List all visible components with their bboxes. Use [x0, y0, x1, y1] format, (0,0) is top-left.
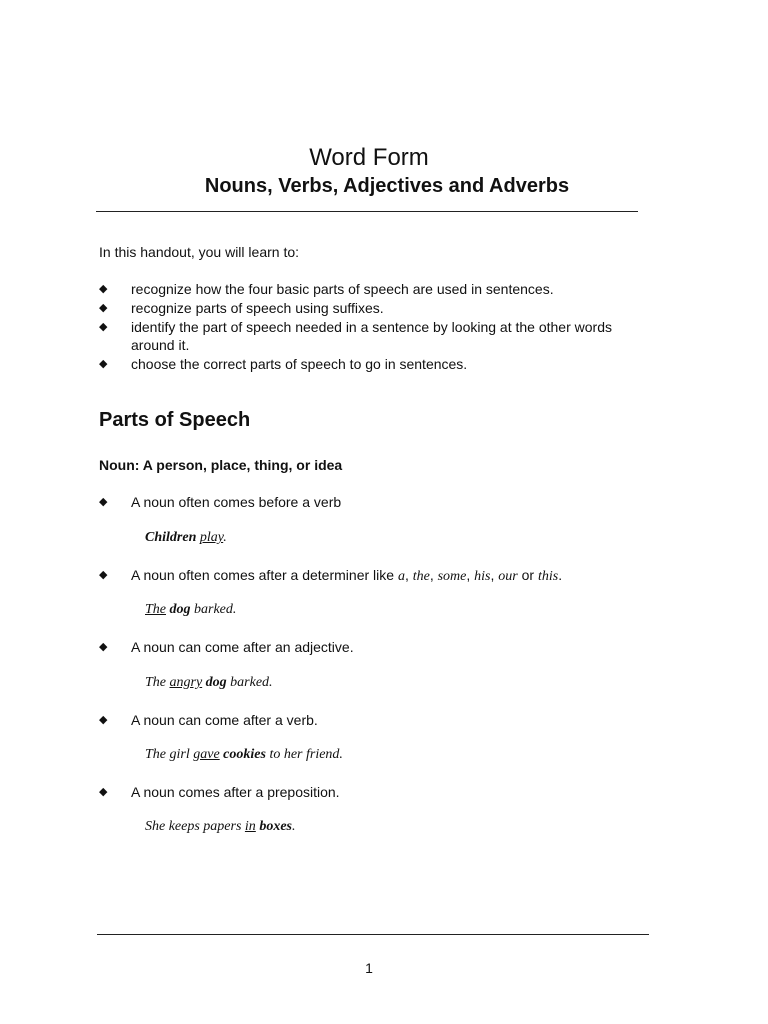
diamond-bullet-icon: ◆ — [99, 569, 108, 581]
diamond-bullet-icon: ◆ — [99, 714, 108, 726]
example-determiner: The — [145, 602, 166, 617]
separator: , — [404, 567, 413, 583]
rule-text: A noun comes after a preposition. — [131, 784, 340, 800]
example-noun: dog — [169, 602, 191, 617]
rule-text: A noun can come after a verb. — [131, 712, 318, 728]
example-rest: barked. — [226, 675, 273, 690]
rule-text-end: . — [558, 567, 563, 583]
diamond-bullet-icon: ◆ — [99, 283, 108, 295]
separator: or — [517, 567, 538, 583]
page-number: 1 — [365, 960, 373, 976]
example-sentence — [145, 746, 343, 764]
example-adjective: angry — [169, 675, 203, 690]
example-sentence — [145, 674, 273, 692]
diamond-bullet-icon: ◆ — [99, 358, 108, 370]
example-noun: boxes — [259, 819, 292, 834]
determiner-example: his — [474, 569, 491, 584]
determiner-example: this — [537, 569, 559, 584]
rule-text — [131, 566, 562, 586]
goal-text: recognize parts of speech using suffixes. — [131, 300, 384, 316]
example-noun: dog — [205, 675, 227, 690]
example-noun: Children — [145, 530, 197, 545]
example-end: . — [291, 819, 296, 834]
document-title: Word Form — [309, 144, 429, 171]
goal-text: recognize how the four basic parts of speech are used in sentences. — [131, 281, 554, 297]
rule-text: A noun can come after an adjective. — [131, 639, 354, 655]
example-start: She keeps papers — [145, 819, 245, 834]
example-rest: to her friend. — [265, 747, 343, 762]
example-sentence — [145, 818, 295, 836]
determiner-example: some — [437, 569, 467, 584]
example-sentence — [145, 601, 236, 619]
example-sentence — [145, 529, 227, 547]
section-heading: Parts of Speech — [99, 409, 251, 431]
rule-text: A noun often comes before a verb — [131, 494, 342, 510]
example-verb: gave — [193, 747, 220, 762]
title-divider — [96, 211, 638, 212]
example-rest: barked. — [190, 602, 237, 617]
intro-text: In this handout, you will learn to: — [99, 244, 300, 260]
diamond-bullet-icon: ◆ — [99, 641, 108, 653]
example-start: The girl — [145, 747, 194, 762]
diamond-bullet-icon: ◆ — [99, 302, 108, 314]
determiner-example: the — [412, 569, 430, 584]
goal-text: choose the correct parts of speech to go in sentences. — [131, 356, 468, 372]
diamond-bullet-icon: ◆ — [99, 321, 108, 333]
example-noun: cookies — [223, 747, 266, 762]
separator: , — [429, 567, 438, 583]
example-verb: play — [199, 530, 224, 545]
example-preposition: in — [244, 819, 256, 834]
determiner-example: a — [397, 569, 405, 584]
determiner-example: our — [498, 569, 518, 584]
document-subtitle: Nouns, Verbs, Adjectives and Adverbs — [204, 175, 570, 197]
noun-definition: Noun: A person, place, thing, or idea — [99, 457, 343, 473]
separator: , — [490, 567, 499, 583]
goal-text: identify the part of speech needed in a sentence by looking at the other words around it. — [131, 319, 612, 353]
diamond-bullet-icon: ◆ — [99, 786, 108, 798]
rule-text-start: A noun often comes after a determiner like — [131, 567, 398, 583]
example-end: . — [223, 530, 227, 545]
footer-divider — [97, 934, 649, 935]
separator: , — [466, 567, 475, 583]
example-start: The — [145, 675, 170, 690]
diamond-bullet-icon: ◆ — [99, 496, 108, 508]
